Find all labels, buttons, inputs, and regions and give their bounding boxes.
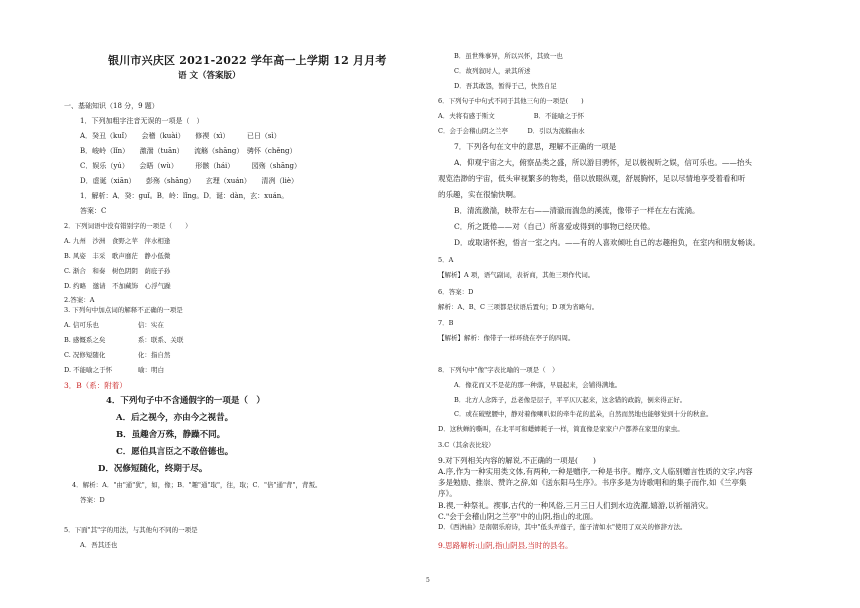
q9-option-d: D．《西洲曲》是南朝乐府诗，其中"低头弄莲子，莲子清如水"使用了双关的修辞方法。 — [438, 523, 687, 531]
q8-option-c: C．或在破壁腰中，静对着像喇叭似的牵牛花的蓝朵，自然而然地也能够觉到十分的秋意。 — [454, 410, 713, 418]
q7-option-b: B．清流激湍，映带左右——清澈而湍急的溪流，像带子一样在左右流淌。 — [454, 206, 700, 215]
question-9: 9.对下列相关内容的解说,不正确的一项是( ) — [438, 456, 596, 465]
q6-answer: 6．答案：D — [438, 288, 474, 296]
question-4: 4．下列句子中不含通假字的一项是（ ） — [106, 396, 265, 406]
q1-option-c: C．娱乐（yú） 会晤（wù） 形骸（hái） 园殇（shāng） — [80, 162, 302, 170]
q4-option-c: C．愿伯具言臣之不敢倍德也。 — [116, 447, 234, 457]
q1-analysis: 1．解析：A．癸：guǐ。B．岭：lǐng。D．诞：dàn，玄：xuán。 — [80, 192, 289, 200]
q9-option-a-cont2: 序》。 — [438, 489, 457, 498]
q7-analysis: 【解析】解析：像带子一样环绕在亭子的四周。 — [438, 334, 575, 342]
q5-option-a: A．吾其还也 — [80, 541, 118, 549]
question-8: 8．下列句中"像"字表比喻的一项是（ ） — [438, 366, 559, 374]
question-1: 1．下列加粗字注音无误的一项是（ ） — [80, 117, 204, 125]
question-7: 7．下列各句在文中的意思，理解不正确的一项是 — [454, 142, 617, 151]
q1-option-a: A．癸丑（kuǐ） 会稽（kuài） 修禊（xì） 已日（sì） — [80, 132, 281, 140]
q4-analysis: 4．解析：A．"由"通"犹"，如，像；B．"趣"通"取"，往，取；C．"倍"通"背"，背叛。 — [72, 481, 322, 489]
question-5: 5．下面"其"字的用法，与其他句不同的一项是 — [64, 526, 198, 534]
q7-answer: 7．B — [438, 319, 454, 327]
q5-answer: 5．A — [438, 256, 454, 264]
page-subtitle: 语 文（答案版） — [178, 71, 241, 81]
q3-option-c: C. 况修短随化 化：指自然 — [64, 351, 171, 359]
q5-option-d: D．吾其敢怨，暂得于己，快然自足 — [454, 82, 557, 90]
q9-option-a: A.序,作为一种实用类文体,有两种,一种是赠序,一种是书序。赠序,文人临别赠言性质的文字,内容 — [438, 467, 753, 476]
q6-analysis: 解析：A、B、C 三项都是状语后置句；D 项为省略句。 — [438, 303, 599, 311]
q7-option-a-cont1: 观览浩渺的宇宙，低头审视繁多的物类，借以放眼纵观，舒展胸怀，足以尽情地享受着看和听 — [438, 174, 746, 183]
q6-options-ab: A．夫将有感于斯文 B．不能喻之于怀 — [438, 112, 584, 120]
q4-option-b: B．虽趣舍万殊，静躁不同。 — [116, 430, 226, 440]
q2-option-b: B. 风姿 丰采 歌声靡茫 静小低微 — [64, 252, 171, 260]
q5-analysis: 【解析】A 项，语气副词，表祈商，其他三项作代词。 — [438, 271, 595, 279]
q8-option-d: D．这秋蝉的嘶叫，在北平可和蟋蟀耗子一样，简直像是家家户户都养在家里的家虫。 — [438, 425, 684, 433]
q8-answer: 3.C（其余表比较） — [438, 441, 495, 449]
q6-options-cd: C．会于会稽山阴之兰亭 D．引以为流觞曲水 — [438, 127, 585, 135]
question-3: 3. 下列句中加点词的解释不正确的一项是 — [64, 306, 183, 314]
q7-option-a: A．仰观宇宙之大，俯察品类之盛，所以游目骋怀，足以极视听之娱，信可乐也。——抬头 — [454, 158, 752, 167]
q1-option-d: D．虚诞（xiān） 彭殇（shāng） 玄理（xuán） 清冽（liè） — [80, 177, 299, 185]
q7-option-d: D．或取诸怀抱，悟言一室之内。——有的人喜欢倾吐自己的志趣抱负，在室内和朋友畅谈。 — [454, 238, 761, 247]
q3-option-a: A. 信可乐也 信：实在 — [64, 321, 164, 329]
q2-option-d: D. 约略 邀请 不加藏饰 心浮气躁 — [64, 282, 171, 290]
q3-answer: 3．B（系：附着） — [64, 381, 127, 390]
page-title: 银川市兴庆区 2021-2022 学年高一上学期 12 月月考 — [108, 54, 387, 67]
q3-option-b: B. 感慨系之矣 系：联系、关联 — [64, 336, 184, 344]
question-2: 2．下列词语中没有错别字的一项是（ ） — [64, 222, 192, 230]
q2-option-a: A. 九州 沙洲 食野之苹 萍水相逢 — [64, 237, 171, 245]
q9-option-a-cont1: 多是勉励、推崇、赞许之辞,如《送东阳马生序》。书序多是为诗歌唱和的集子而作,如《兰亭集 — [438, 478, 747, 487]
question-6: 6．下列句子中句式不同于其他三句的一项是( ) — [438, 97, 584, 105]
q1-option-b: B．峻岭（lǐn） 激湍（tuān） 流觞（shāng） 骋怀（chěng） — [80, 147, 297, 155]
q9-analysis: 9.思路解析:山阴,指山阴县,当时的县名。 — [438, 541, 573, 550]
q4-answer: 答案：D — [80, 496, 105, 504]
q9-option-c: C."会于会稽山阴之兰亭"中的山阴,指山的北面。 — [438, 512, 598, 521]
q4-option-d: D．况修短随化，终期于尽。 — [98, 464, 208, 474]
q2-answer: 2.答案：A — [64, 296, 95, 304]
section-heading: 一、基础知识（18 分，9 题） — [64, 102, 159, 110]
page-number: 5 — [426, 577, 430, 584]
q8-option-b: B．北方人念阵子，总老像是层子，平平仄仄起来，这念错的政韵，倒来得正好。 — [454, 396, 687, 404]
q1-answer: 答案：C — [80, 207, 107, 215]
q7-option-c: C．所之既倦——对（自己）所喜爱或得到的事物已经厌倦。 — [454, 222, 655, 231]
q4-option-a: A．后之视今，亦由今之视昔。 — [116, 413, 234, 423]
q5-option-c: C．故列叙时人，录其所述 — [454, 67, 531, 75]
q5-option-b: B．虽世殊事异，所以兴怀，其致一也 — [454, 52, 563, 60]
q8-option-a: A．像花而又不是花的那一种落，早晨起来，会铺得满地。 — [454, 381, 622, 389]
q2-option-c: C. 渐合 和奏 树色阴阴 荫庇子孙 — [64, 267, 171, 275]
q7-option-a-cont2: 的乐趣，实在很愉快啊。 — [438, 190, 521, 199]
q3-option-d: D. 不能喻之于怀 喻：明白 — [64, 366, 165, 374]
q9-option-b: B.禊,一种祭礼。禊事,古代的一种风俗,三月三日人们到水边洗濯,嬉游,以祈福消灾。 — [438, 501, 713, 510]
